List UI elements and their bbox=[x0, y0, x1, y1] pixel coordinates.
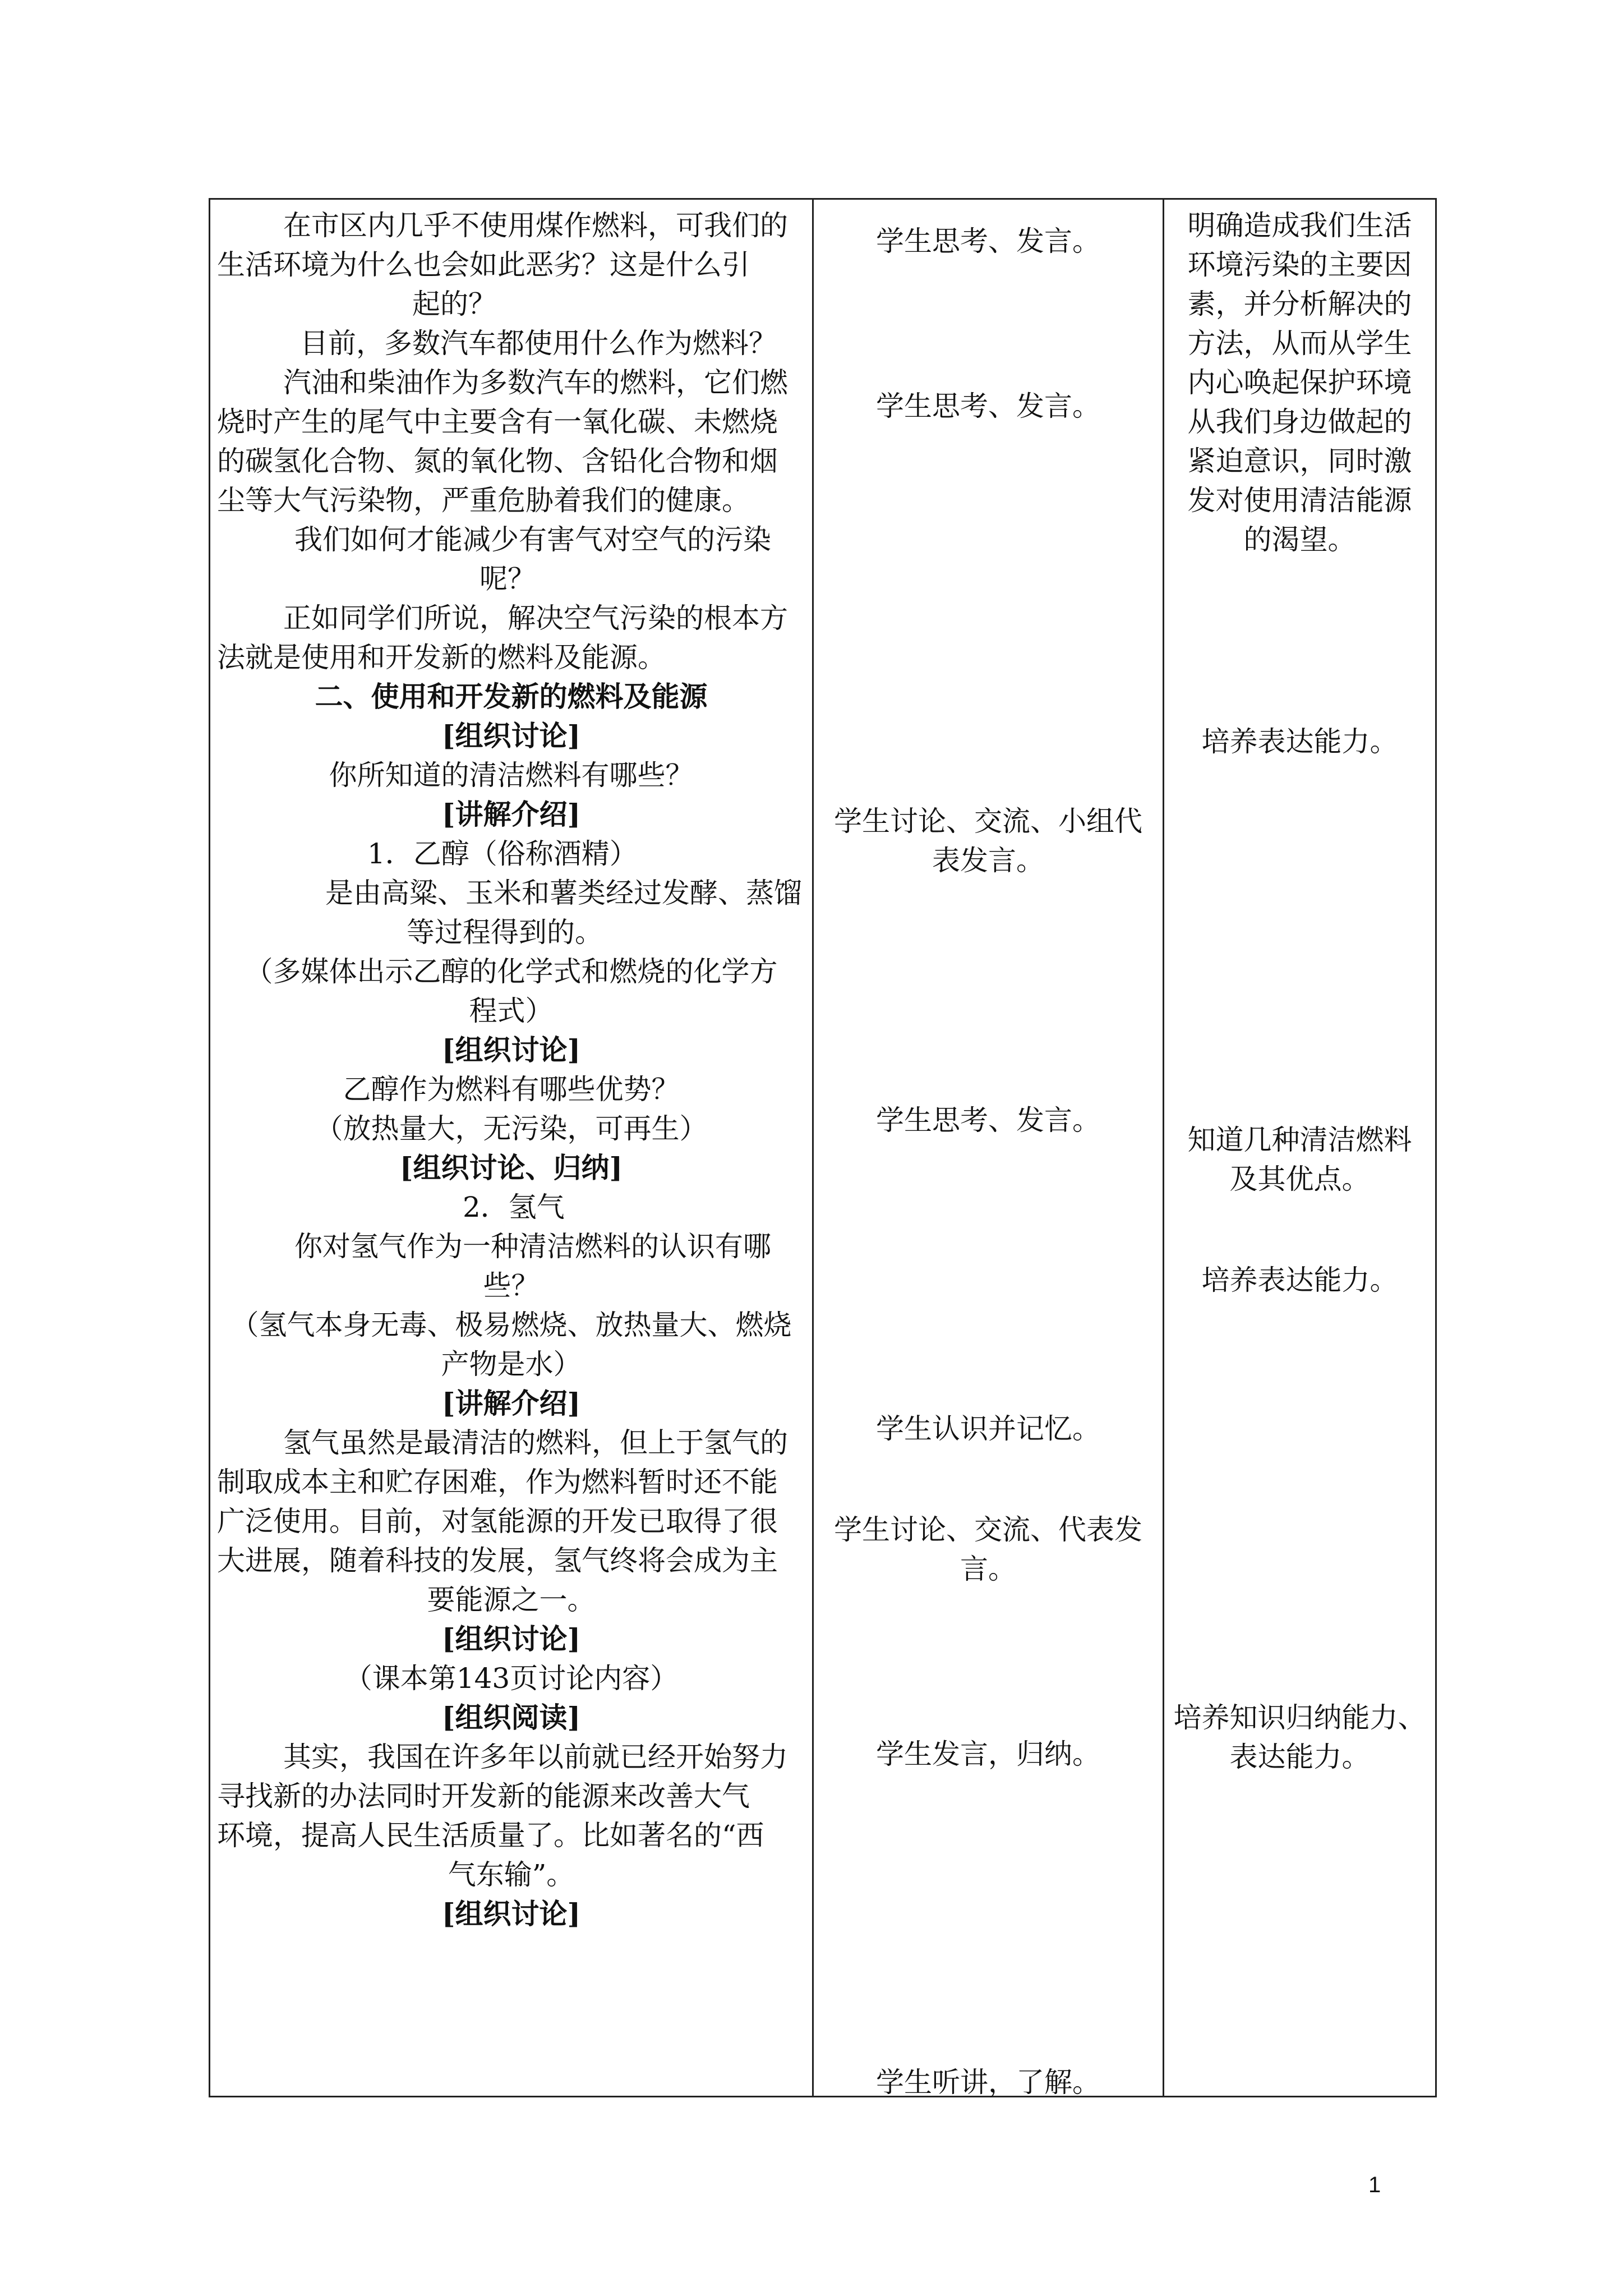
teacher-text-line: 目前，多数汽车都使用什么作为燃料？ bbox=[300, 327, 777, 360]
student-text-line: 学生认识并记忆。 bbox=[876, 1412, 1100, 1445]
teacher-text-line: 正如同学们所说，解决空气污染的根本方 bbox=[283, 602, 788, 634]
teacher-text-line: （多媒体出示乙醇的化学式和燃烧的化学方 bbox=[245, 955, 778, 988]
teacher-text-line: 起的？ bbox=[412, 288, 496, 320]
teacher-text-line: 你所知道的清洁燃料有哪些？ bbox=[329, 759, 694, 792]
teacher-text-line: 其实，我国在许多年以前就已经开始努力 bbox=[283, 1741, 788, 1773]
intent-text-line: 及其优点。 bbox=[1229, 1163, 1370, 1195]
page-number: 1 bbox=[1368, 2173, 1381, 2197]
teacher-text-line: 汽油和柴油作为多数汽车的燃料，它们燃 bbox=[283, 366, 788, 399]
teacher-text-line: 尘等大气污染物，严重危胁着我们的健康。 bbox=[217, 484, 750, 517]
teacher-text-line: 大进展，随着科技的发展，氢气终将会成为主 bbox=[217, 1544, 778, 1577]
teacher-text-line: （放热量大，无污染，可再生） bbox=[315, 1112, 708, 1145]
teacher-text-line: 寻找新的办法同时开发新的能源来改善大气 bbox=[217, 1780, 750, 1812]
teacher-text-line: 要能源之一。 bbox=[427, 1584, 596, 1616]
student-text-line: 学生思考、发言。 bbox=[876, 1104, 1100, 1137]
intent-text-line: 紧迫意识，同时激 bbox=[1187, 445, 1412, 477]
intent-text-line: 发对使用清洁能源 bbox=[1187, 484, 1412, 517]
teacher-text-line: 我们如何才能减少有害气对空气的污染 bbox=[294, 523, 771, 556]
teacher-text-line: [组织讨论、归纳] bbox=[399, 1151, 623, 1184]
intent-text-line: 培养表达能力。 bbox=[1201, 725, 1398, 758]
teacher-text-line: 程式） bbox=[469, 995, 554, 1027]
intent-text-line: 的渴望。 bbox=[1243, 523, 1356, 556]
teacher-text-line: 等过程得到的。 bbox=[407, 916, 603, 949]
teacher-text-line: 你对氢气作为一种清洁燃料的认识有哪 bbox=[294, 1230, 771, 1263]
student-text-line: 言。 bbox=[960, 1553, 1016, 1585]
teacher-text-line: 些？ bbox=[483, 1269, 540, 1302]
teacher-text-line: [组织讨论] bbox=[441, 1622, 581, 1655]
intent-text-line: 培养知识归纳能力、 bbox=[1173, 1701, 1426, 1734]
teacher-text-line: 烧时产生的尾气中主要含有一氧化碳、未燃烧 bbox=[217, 406, 778, 438]
student-text-line: 表发言。 bbox=[932, 844, 1044, 877]
intent-text-line: 环境污染的主要因 bbox=[1187, 249, 1412, 281]
teacher-text-line: 是由高粱、玉米和薯类经过发酵、蒸馏 bbox=[325, 877, 802, 909]
student-text-line: 学生发言，归纳。 bbox=[876, 1738, 1100, 1770]
teacher-text-line: 呢？ bbox=[479, 563, 536, 595]
teacher-text-line: 的碳氢化合物、氮的氧化物、含铅化合物和烟 bbox=[217, 445, 778, 477]
student-text-line: 学生思考、发言。 bbox=[876, 225, 1100, 257]
teacher-text-line: 法就是使用和开发新的燃料及能源。 bbox=[217, 641, 666, 674]
student-text-line: 学生听讲，了解。 bbox=[876, 2066, 1100, 2099]
teacher-text-line: 二、使用和开发新的燃料及能源 bbox=[315, 680, 708, 713]
teacher-activity-column bbox=[210, 199, 813, 2097]
student-text-line: 学生讨论、交流、代表发 bbox=[834, 1513, 1142, 1546]
teacher-text-line: （课本第143页讨论内容） bbox=[344, 1662, 679, 1695]
table-row bbox=[210, 199, 1436, 2097]
teacher-text-line: [组织讨论] bbox=[441, 1033, 581, 1066]
teacher-text-line: 气东输”。 bbox=[448, 1858, 575, 1891]
teacher-text-line: 制取成本主和贮存困难，作为燃料暂时还不能 bbox=[217, 1466, 778, 1498]
teacher-text-line: [讲解介绍] bbox=[441, 1387, 581, 1420]
student-activity-column bbox=[813, 199, 1164, 2097]
teacher-text-line: [组织讨论] bbox=[441, 1897, 581, 1930]
lesson-plan-table bbox=[209, 198, 1437, 2097]
intent-text-line: 培养表达能力。 bbox=[1201, 1264, 1398, 1296]
teacher-text-line: 氢气虽然是最清洁的燃料，但上于氢气的 bbox=[283, 1427, 788, 1459]
intent-text-line: 从我们身边做起的 bbox=[1187, 406, 1412, 438]
teacher-text-line: 2．氢气 bbox=[463, 1191, 565, 1223]
teacher-text-line: [组织讨论] bbox=[441, 719, 581, 752]
teacher-text-line: [讲解介绍] bbox=[441, 798, 581, 831]
teacher-text-line: 乙醇作为燃料有哪些优势？ bbox=[343, 1073, 680, 1106]
teacher-text-line: 环境，提高人民生活质量了。比如著名的“西 bbox=[217, 1819, 764, 1852]
intent-text-line: 表达能力。 bbox=[1229, 1741, 1370, 1773]
teacher-text-line: 在市区内几乎不使用煤作燃料，可我们的 bbox=[283, 209, 788, 242]
intent-text-line: 明确造成我们生活 bbox=[1187, 209, 1412, 242]
teacher-text-line: [组织阅读] bbox=[441, 1701, 581, 1734]
teacher-text-line: 产物是水） bbox=[441, 1348, 582, 1381]
intent-text-line: 内心唤起保护环境 bbox=[1187, 366, 1412, 399]
teacher-text-line: （氢气本身无毒、极易燃烧、放热量大、燃烧 bbox=[230, 1309, 792, 1341]
intent-text-line: 素，并分析解决的 bbox=[1187, 288, 1412, 320]
teacher-text-line: 广泛使用。目前，对氢能源的开发已取得了很 bbox=[217, 1505, 778, 1538]
intent-text-line: 知道几种清洁燃料 bbox=[1187, 1124, 1412, 1156]
student-text-line: 学生思考、发言。 bbox=[876, 390, 1100, 422]
student-text-line: 学生讨论、交流、小组代 bbox=[834, 805, 1142, 838]
intent-text-line: 方法，从而从学生 bbox=[1187, 327, 1412, 360]
teacher-text-line: 生活环境为什么也会如此恶劣？这是什么引 bbox=[217, 249, 750, 281]
teacher-text-line: 1．乙醇（俗称酒精） bbox=[367, 838, 638, 870]
design-intent-column bbox=[1164, 199, 1436, 2097]
